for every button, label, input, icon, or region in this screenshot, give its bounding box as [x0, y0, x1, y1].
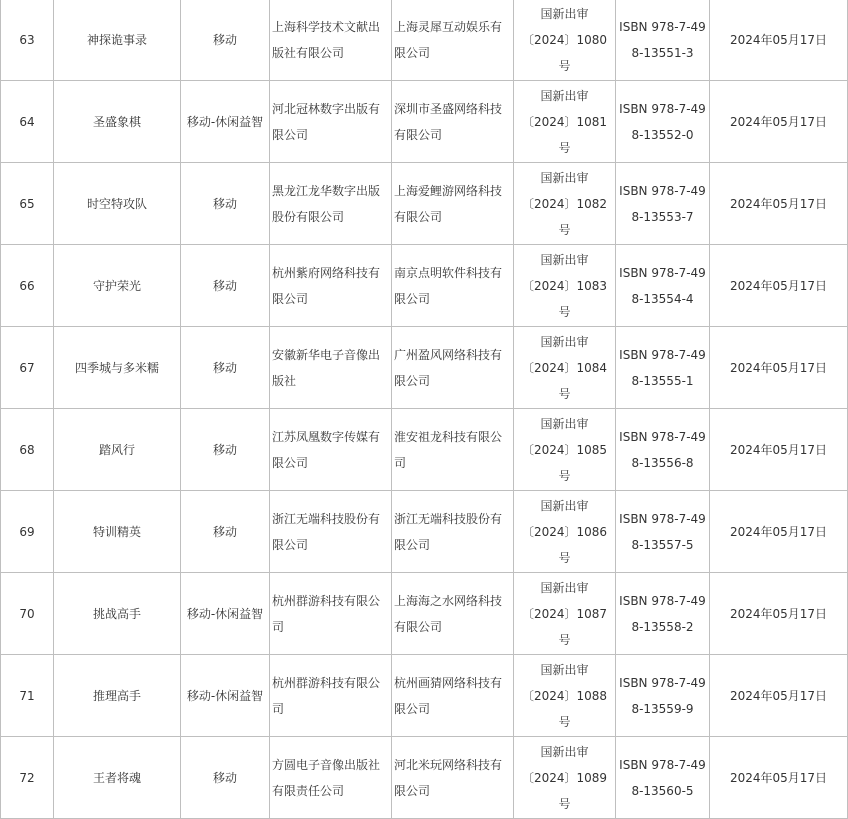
cell-isbn: ISBN 978-7-498-13551-3: [616, 0, 710, 81]
cell-number: 66: [1, 245, 54, 327]
cell-operator: 淮安祖龙科技有限公司: [392, 409, 514, 491]
approval-line: 〔2024〕1083: [521, 278, 608, 293]
cell-publisher: 黑龙江龙华数字出版股份有限公司: [270, 163, 392, 245]
cell-game-name: 神探诡事录: [54, 0, 181, 81]
cell-date: 2024年05月17日: [710, 81, 848, 163]
cell-date: 2024年05月17日: [710, 573, 848, 655]
cell-approval-number: [514, 163, 616, 245]
approval-line: 〔2024〕1084: [521, 360, 608, 375]
approval-line: 〔2024〕1080: [521, 32, 608, 47]
cell-operator: 杭州画猜网络科技有限公司: [392, 655, 514, 737]
cell-game-name: 推理高手: [54, 655, 181, 737]
cell-date: 2024年05月17日: [710, 737, 848, 819]
cell-game-name: 时空特攻队: [54, 163, 181, 245]
cell-isbn: ISBN 978-7-498-13552-0: [616, 81, 710, 163]
cell-publisher: 江苏凤凰数字传媒有限公司: [270, 409, 392, 491]
cell-isbn: ISBN 978-7-498-13555-1: [616, 327, 710, 409]
cell-date: 2024年05月17日: [710, 409, 848, 491]
approval-line: 号: [558, 140, 571, 155]
cell-approval-number: [514, 573, 616, 655]
approval-line: 〔2024〕1081: [521, 114, 608, 129]
approval-line: 号: [558, 550, 571, 565]
cell-category: 移动: [181, 245, 270, 327]
cell-game-name: 特训精英: [54, 491, 181, 573]
cell-approval-number: [514, 327, 616, 409]
cell-number: 71: [1, 655, 54, 737]
cell-date: 2024年05月17日: [710, 491, 848, 573]
cell-date: 2024年05月17日: [710, 0, 848, 81]
approval-line: 〔2024〕1085: [521, 442, 608, 457]
cell-game-name: 守护荣光: [54, 245, 181, 327]
cell-game-name: 挑战高手: [54, 573, 181, 655]
approval-line: 号: [558, 468, 571, 483]
cell-category: 移动-休闲益智: [181, 655, 270, 737]
cell-approval-number: [514, 737, 616, 819]
approval-line: 国新出审: [540, 334, 589, 349]
cell-approval-number: [514, 245, 616, 327]
cell-publisher: 河北冠林数字出版有限公司: [270, 81, 392, 163]
cell-number: 70: [1, 573, 54, 655]
cell-date: 2024年05月17日: [710, 655, 848, 737]
cell-isbn: ISBN 978-7-498-13553-7: [616, 163, 710, 245]
approval-line: 号: [558, 796, 571, 811]
approval-line: 〔2024〕1082: [521, 196, 608, 211]
table-body: [1, 0, 848, 819]
cell-isbn: ISBN 978-7-498-13557-5: [616, 491, 710, 573]
table-row: [1, 491, 848, 573]
cell-category: 移动: [181, 163, 270, 245]
cell-date: 2024年05月17日: [710, 327, 848, 409]
cell-publisher: 安徽新华电子音像出版社: [270, 327, 392, 409]
cell-approval-number: [514, 655, 616, 737]
approval-line: 号: [558, 714, 571, 729]
cell-operator: 上海海之水网络科技有限公司: [392, 573, 514, 655]
cell-approval-number: [514, 81, 616, 163]
approval-line: 国新出审: [540, 252, 589, 267]
cell-operator: 南京点明软件科技有限公司: [392, 245, 514, 327]
approval-line: 〔2024〕1087: [521, 606, 608, 621]
cell-category: 移动: [181, 491, 270, 573]
cell-number: 67: [1, 327, 54, 409]
table-row: [1, 0, 848, 81]
approval-line: 号: [558, 58, 571, 73]
cell-number: 63: [1, 0, 54, 81]
table-row: [1, 737, 848, 819]
cell-game-name: 踏风行: [54, 409, 181, 491]
cell-number: 72: [1, 737, 54, 819]
cell-publisher: 杭州群游科技有限公司: [270, 655, 392, 737]
approval-line: 号: [558, 632, 571, 647]
cell-operator: 上海爱鲤游网络科技有限公司: [392, 163, 514, 245]
cell-operator: 广州盈风网络科技有限公司: [392, 327, 514, 409]
cell-number: 65: [1, 163, 54, 245]
cell-category: 移动: [181, 737, 270, 819]
cell-operator: 深圳市圣盛网络科技有限公司: [392, 81, 514, 163]
cell-isbn: ISBN 978-7-498-13559-9: [616, 655, 710, 737]
approval-line: 国新出审: [540, 88, 589, 103]
cell-category: 移动: [181, 327, 270, 409]
cell-publisher: 方圆电子音像出版社有限责任公司: [270, 737, 392, 819]
cell-publisher: 杭州紫府网络科技有限公司: [270, 245, 392, 327]
cell-number: 69: [1, 491, 54, 573]
cell-approval-number: [514, 0, 616, 81]
table-row: [1, 245, 848, 327]
approval-line: 号: [558, 304, 571, 319]
cell-approval-number: [514, 409, 616, 491]
cell-category: 移动-休闲益智: [181, 573, 270, 655]
approval-line: 国新出审: [540, 416, 589, 431]
approval-line: 〔2024〕1089: [521, 770, 608, 785]
cell-category: 移动-休闲益智: [181, 81, 270, 163]
table-row: [1, 81, 848, 163]
cell-game-name: 圣盛象棋: [54, 81, 181, 163]
table-row: [1, 655, 848, 737]
approval-line: 号: [558, 386, 571, 401]
approval-line: 国新出审: [540, 498, 589, 513]
cell-isbn: ISBN 978-7-498-13560-5: [616, 737, 710, 819]
cell-operator: 上海灵犀互动娱乐有限公司: [392, 0, 514, 81]
approval-line: 国新出审: [540, 662, 589, 677]
cell-game-name: 王者将魂: [54, 737, 181, 819]
approval-line: 〔2024〕1086: [521, 524, 608, 539]
cell-game-name: 四季城与多米糯: [54, 327, 181, 409]
cell-isbn: ISBN 978-7-498-13558-2: [616, 573, 710, 655]
approval-line: 号: [558, 222, 571, 237]
cell-date: 2024年05月17日: [710, 245, 848, 327]
cell-publisher: 上海科学技术文献出版社有限公司: [270, 0, 392, 81]
table-row: [1, 573, 848, 655]
approval-line: 国新出审: [540, 744, 589, 759]
cell-number: 68: [1, 409, 54, 491]
approval-line: 国新出审: [540, 170, 589, 185]
table-row: [1, 163, 848, 245]
cell-publisher: 浙江无端科技股份有限公司: [270, 491, 392, 573]
cell-isbn: ISBN 978-7-498-13556-8: [616, 409, 710, 491]
cell-operator: 浙江无端科技股份有限公司: [392, 491, 514, 573]
cell-number: 64: [1, 81, 54, 163]
table-row: [1, 327, 848, 409]
approval-line: 国新出审: [540, 580, 589, 595]
cell-operator: 河北米玩网络科技有限公司: [392, 737, 514, 819]
cell-publisher: 杭州群游科技有限公司: [270, 573, 392, 655]
approval-line: 〔2024〕1088: [521, 688, 608, 703]
approval-line: 国新出审: [540, 6, 589, 21]
cell-approval-number: [514, 491, 616, 573]
table-row: [1, 409, 848, 491]
cell-date: 2024年05月17日: [710, 163, 848, 245]
cell-isbn: ISBN 978-7-498-13554-4: [616, 245, 710, 327]
cell-category: 移动: [181, 409, 270, 491]
cell-category: 移动: [181, 0, 270, 81]
